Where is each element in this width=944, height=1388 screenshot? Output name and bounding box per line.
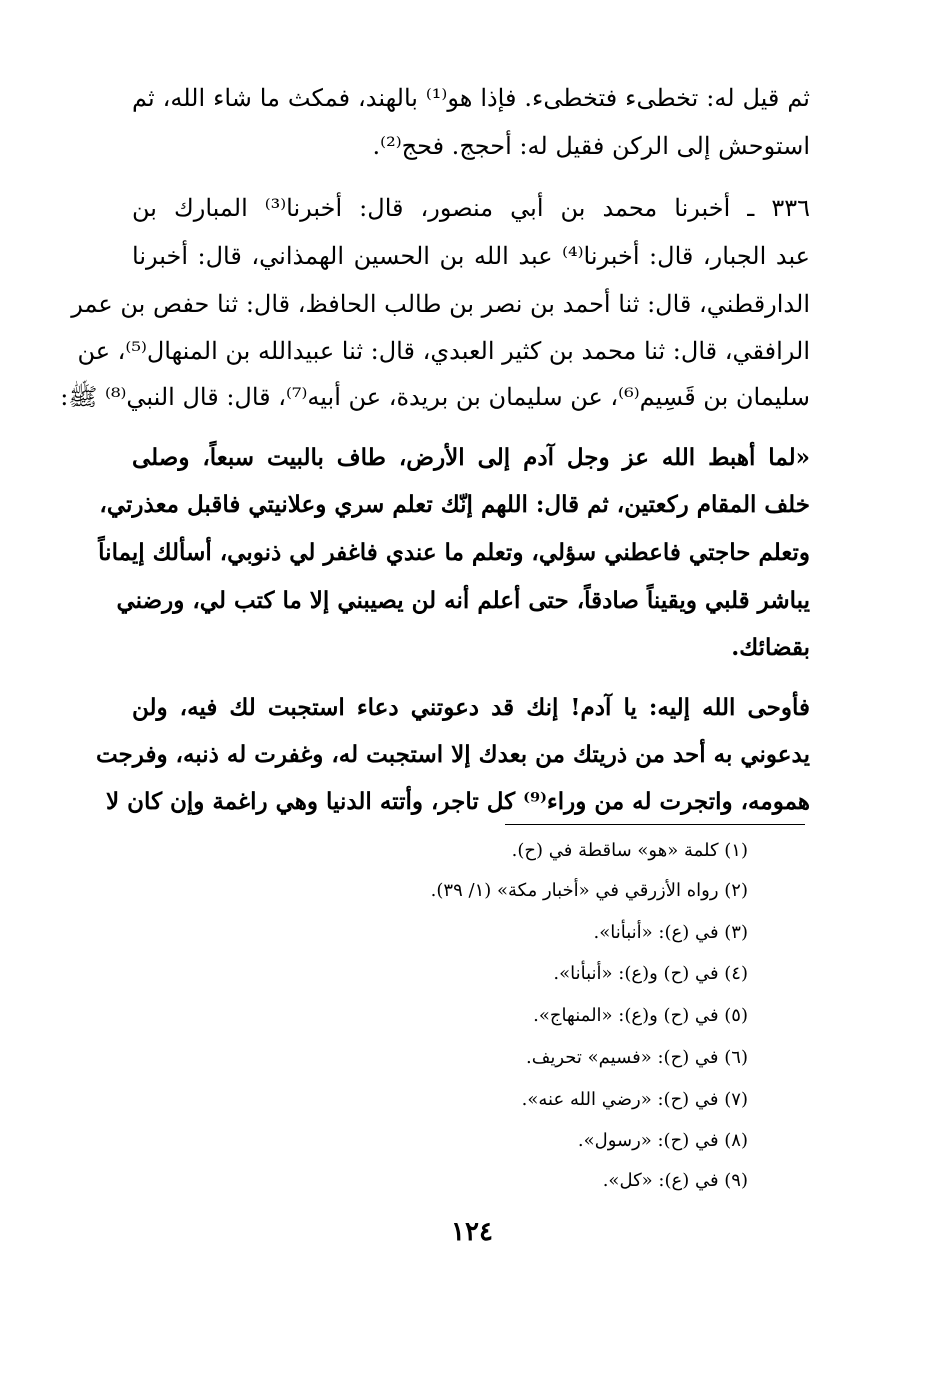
footnote: (١) كلمة «هو» ساقطة في (ح). <box>511 840 748 861</box>
body-line: الدارقطني، قال: ثنا أحمد بن نصر بن طالب الحافظ، قال: ثنا حفص بن عمر <box>71 290 810 318</box>
body-line: عبد الجبار، قال: أخبرنا⁽⁴⁾ عبد الله بن الحسين الهمذاني، قال: أخبرنا <box>132 242 811 270</box>
body-line: همومه، واتجرت له من وراء⁽⁹⁾ كل تاجر، وأتته الدنيا وهي راغمة وإن كان لا <box>106 788 810 815</box>
body-line: ٣٣٦ ـ أخبرنا محمد بن أبي منصور، قال: أخبرنا⁽³⁾ المبارك بن <box>132 194 810 222</box>
body-line: يدعوني به أحد من ذريتك من بعدك إلا استجبت له، وغفرت له ذنبه، وفرجت <box>95 741 810 768</box>
body-line: ثم قيل له: تخطىء فتخطىء. فإذا هو⁽¹⁾ بالهند، فمكث ما شاء الله، ثم <box>132 84 810 112</box>
footnote: (٢) رواه الأزرقي في «أخبار مكة» (١/ ٣٩). <box>430 880 748 901</box>
body-line: وتعلم حاجتي فاعطني سؤلي، وتعلم ما عندي فاغفر لي ذنوبي، أسألك إيماناً <box>98 539 810 566</box>
footnote: (٣) في (ع): «أنبأنا». <box>593 922 748 943</box>
body-line: استوحش إلى الركن فقيل له: أحجج. فحج⁽²⁾. <box>372 132 810 160</box>
footnote: (٤) في (ح) و(ع): «أنبأنا». <box>553 963 748 984</box>
footnote: (٦) في (ح): «فسيم» تحريف. <box>526 1047 748 1068</box>
footnote: (٧) في (ح): «رضي الله عنه». <box>521 1089 748 1110</box>
page-number: ١٢٤ <box>451 1217 493 1247</box>
body-line: «لما أهبط الله عز وجل آدم إلى الأرض، طاف بالبيت سبعاً، وصلى <box>132 444 810 471</box>
footnote-divider <box>505 824 805 825</box>
body-line: سليمان بن قَسِيم⁽⁶⁾، عن سليمان بن بريدة، عن أبيه⁽⁷⁾، قال: قال النبي⁽⁸⁾ ﷺ: <box>60 383 810 411</box>
body-line: بقضائك. <box>731 634 810 661</box>
body-line: خلف المقام ركعتين، ثم قال: اللهم إنّك تعلم سري وعلانيتي فاقبل معذرتي، <box>99 491 810 518</box>
footnote: (٨) في (ح): «رسول». <box>577 1130 748 1151</box>
body-line: فأوحى الله إليه: يا آدم! إنك قد دعوتني دعاء استجبت لك فيه، ولن <box>132 694 810 721</box>
footnote: (٩) في (ع): «كل». <box>602 1170 748 1191</box>
body-line: الرافقي، قال: ثنا محمد بن كثير العبدي، قال: ثنا عبيدالله بن المنهال⁽⁵⁾، عن <box>77 337 810 365</box>
body-line: يباشر قلبي ويقيناً صادقاً، حتى أعلم أنه لن يصيبني إلا ما كتب لي، ورضني <box>116 587 810 614</box>
footnote: (٥) في (ح) و(ع): «المنهاج». <box>533 1005 748 1026</box>
